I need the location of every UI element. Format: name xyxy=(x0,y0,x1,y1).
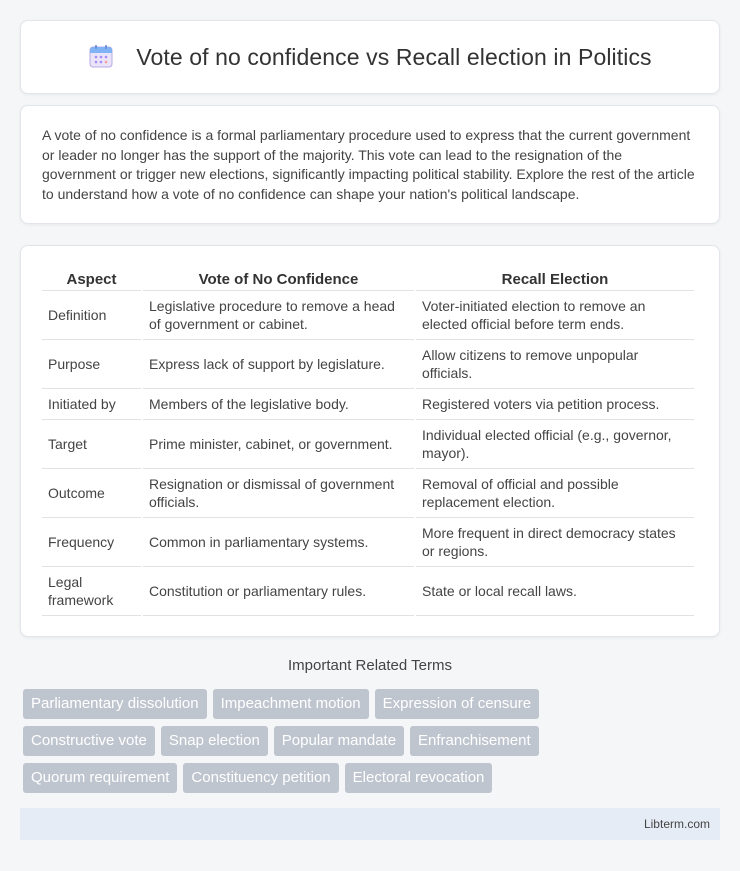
tag-constituency-petition[interactable]: Constituency petition xyxy=(183,763,338,793)
row-recall-election: State or local recall laws. xyxy=(416,567,694,616)
table-row xyxy=(42,518,694,567)
row-recall-election: Allow citizens to remove unpopular officials. xyxy=(416,340,694,389)
table-row xyxy=(42,469,694,518)
tag-expression-of-censure[interactable]: Expression of censure xyxy=(375,689,539,719)
tag-electoral-revocation[interactable]: Electoral revocation xyxy=(345,763,493,793)
row-aspect: Initiated by xyxy=(42,389,141,420)
tag-row xyxy=(23,763,723,793)
tag-impeachment-motion[interactable]: Impeachment motion xyxy=(213,689,369,719)
table-header-row xyxy=(42,266,694,291)
row-aspect: Legal framework xyxy=(42,567,141,616)
row-vote-of-no-confidence: Members of the legislative body. xyxy=(143,389,414,420)
row-vote-of-no-confidence: Resignation or dismissal of government officials. xyxy=(143,469,414,518)
row-vote-of-no-confidence: Common in parliamentary systems. xyxy=(143,518,414,567)
tag-row xyxy=(23,726,723,756)
row-aspect: Definition xyxy=(42,291,141,340)
calendar-icon xyxy=(88,43,114,69)
row-aspect: Target xyxy=(42,420,141,469)
column-header-recall-election: Recall Election xyxy=(416,266,694,291)
footer xyxy=(20,808,720,840)
row-recall-election: Voter-initiated election to remove an elected official before term ends. xyxy=(416,291,694,340)
row-aspect: Outcome xyxy=(42,469,141,518)
table-row xyxy=(42,420,694,469)
tag-enfranchisement[interactable]: Enfranchisement xyxy=(410,726,539,756)
tag-parliamentary-dissolution[interactable]: Parliamentary dissolution xyxy=(23,689,207,719)
row-aspect: Purpose xyxy=(42,340,141,389)
row-recall-election: Individual elected official (e.g., governor, mayor). xyxy=(416,420,694,469)
page-title: Vote of no confidence vs Recall election in Politics xyxy=(136,43,652,70)
table-row xyxy=(42,340,694,389)
related-terms-tags xyxy=(23,689,723,800)
column-header-aspect: Aspect xyxy=(42,266,141,291)
tag-snap-election[interactable]: Snap election xyxy=(161,726,268,756)
row-vote-of-no-confidence: Legislative procedure to remove a head of government or cabinet. xyxy=(143,291,414,340)
footer-site-link[interactable]: Libterm.com xyxy=(643,817,710,831)
related-terms-title: Important Related Terms xyxy=(288,657,452,674)
table-row xyxy=(42,291,694,340)
table-row xyxy=(42,389,694,420)
tag-constructive-vote[interactable]: Constructive vote xyxy=(23,726,155,756)
row-recall-election: Registered voters via petition process. xyxy=(416,389,694,420)
table-row xyxy=(42,567,694,616)
tag-quorum-requirement[interactable]: Quorum requirement xyxy=(23,763,177,793)
row-vote-of-no-confidence: Constitution or parliamentary rules. xyxy=(143,567,414,616)
column-header-vote-of-no-confidence: Vote of No Confidence xyxy=(143,266,414,291)
tag-row xyxy=(23,689,723,719)
row-vote-of-no-confidence: Prime minister, cabinet, or government. xyxy=(143,420,414,469)
row-recall-election: Removal of official and possible replacement election. xyxy=(416,469,694,518)
intro-card xyxy=(20,105,720,224)
tag-popular-mandate[interactable]: Popular mandate xyxy=(274,726,404,756)
comparison-table-card xyxy=(20,245,720,637)
header-card xyxy=(20,20,720,94)
intro-text: A vote of no confidence is a formal parliamentary procedure used to express that the current government or leader no longer has the support of the majority. This vote can lead to the resignation of the government or trigger new elections, significantly impacting political stability. Explore the rest of the article to understand how a vote of no confidence can shape your nation's political landscape. xyxy=(42,127,695,202)
row-vote-of-no-confidence: Express lack of support by legislature. xyxy=(143,340,414,389)
row-aspect: Frequency xyxy=(42,518,141,567)
row-recall-election: More frequent in direct democracy states or regions. xyxy=(416,518,694,567)
comparison-table xyxy=(40,266,696,616)
